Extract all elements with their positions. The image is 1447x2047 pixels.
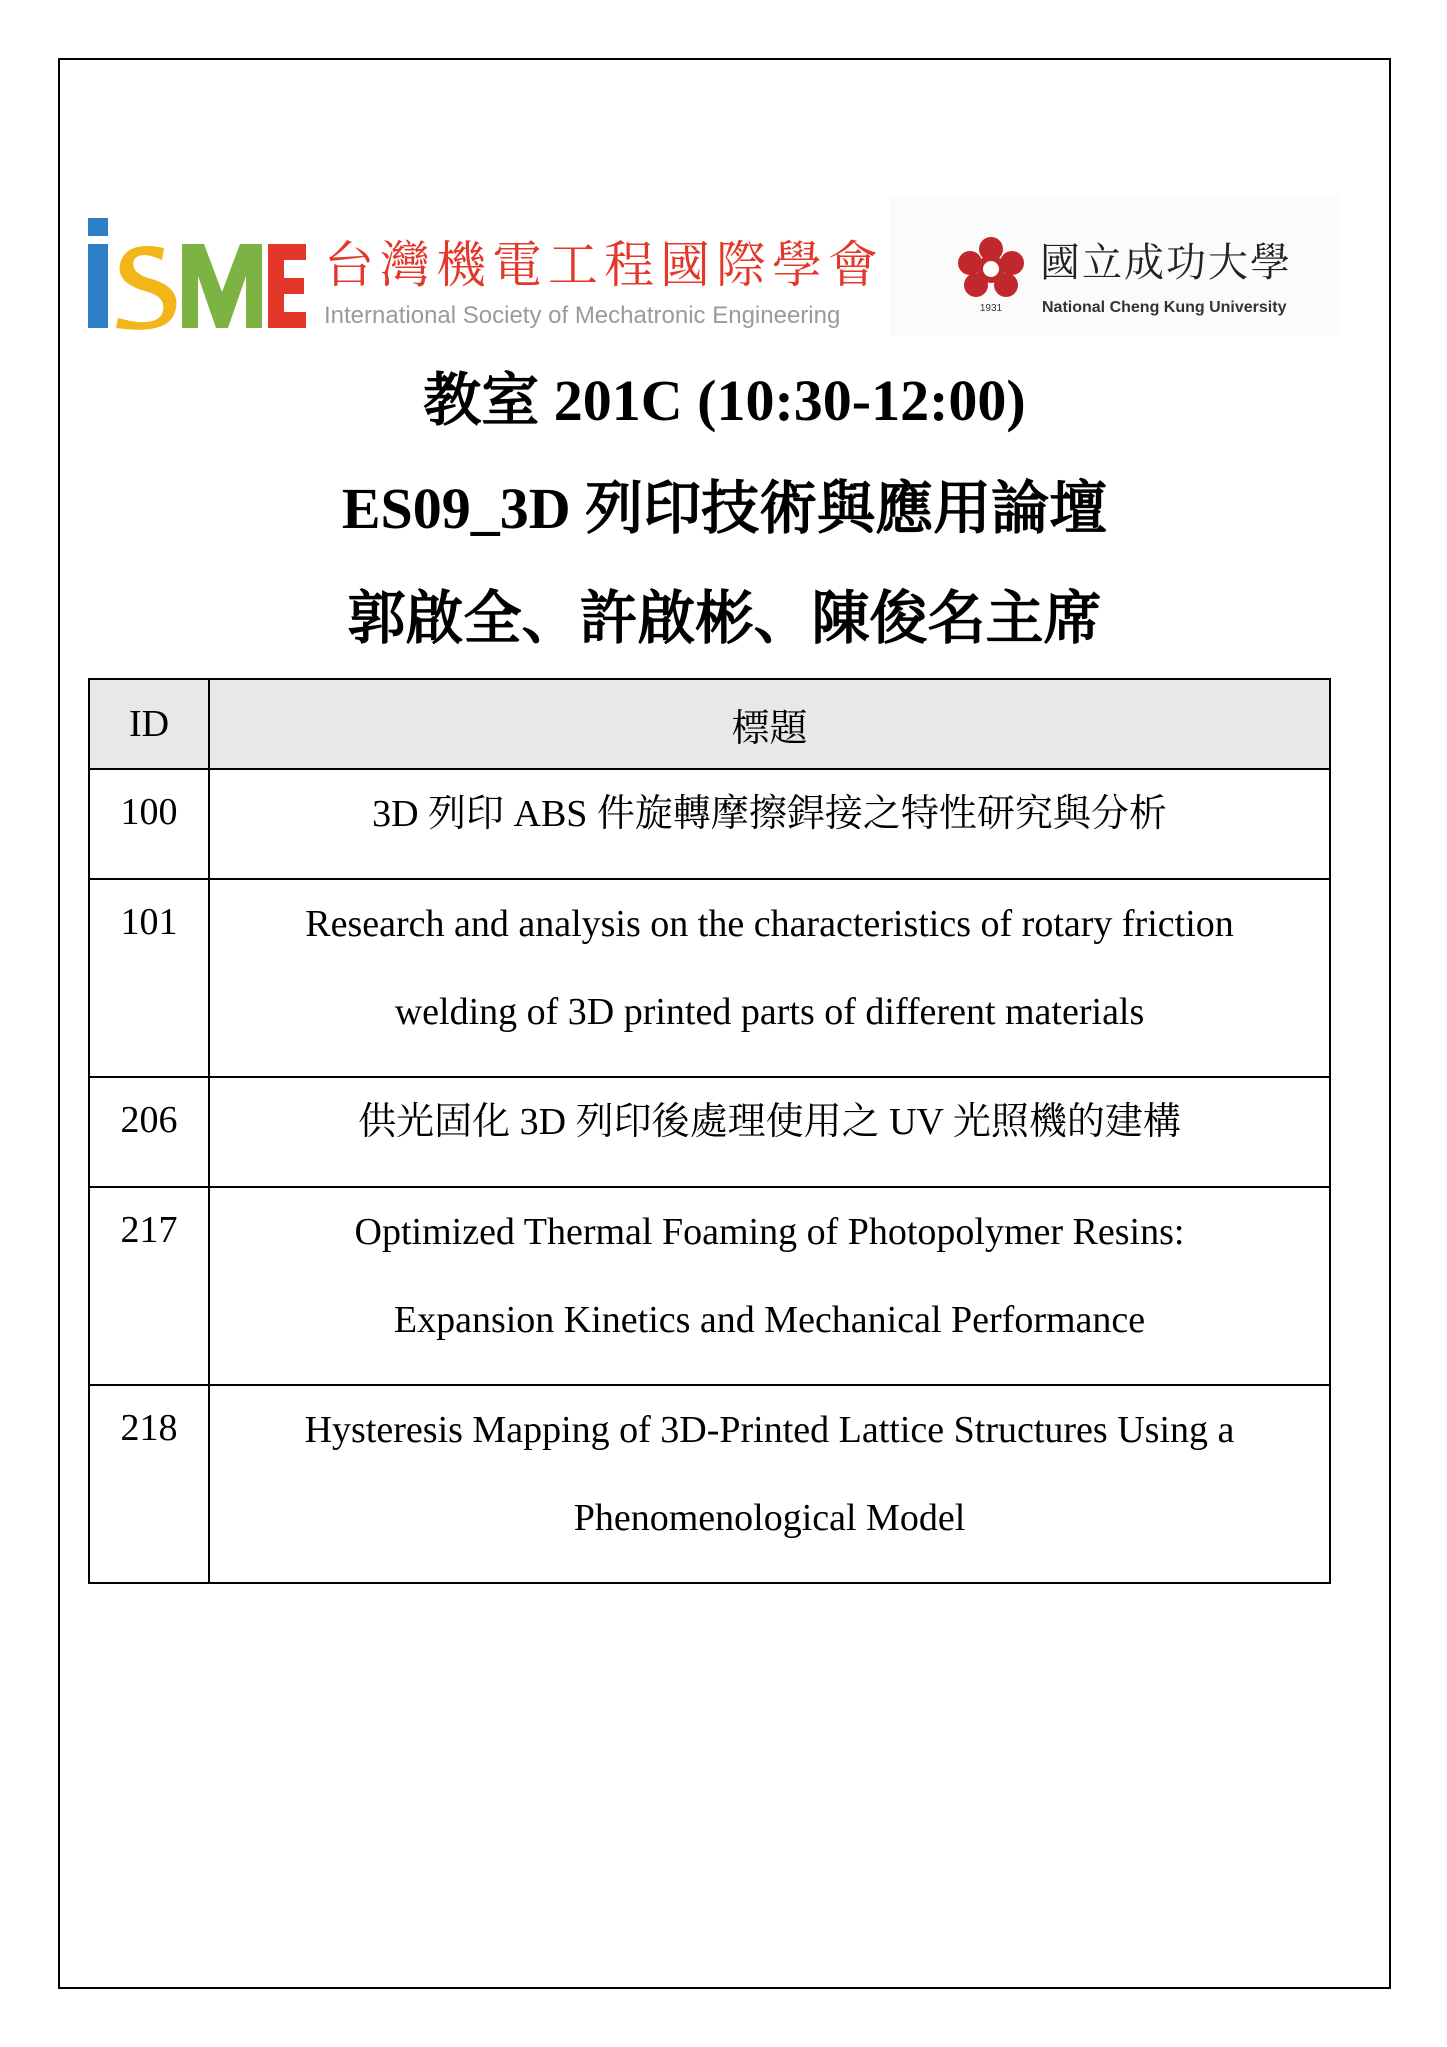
isme-mark-graphic	[86, 218, 306, 330]
paper-title	[209, 769, 1330, 879]
column-header-title: 標題	[209, 679, 1330, 769]
isme-name-en: International Society of Mechatronic Engineering	[324, 302, 841, 329]
ncku-year: 1931	[979, 303, 1003, 313]
table-row	[89, 769, 1330, 879]
table-row	[89, 1187, 1330, 1385]
paper-title-line: 供光固化 3D 列印後處理使用之 UV 光照機的建構	[358, 1101, 1181, 1143]
paper-id: 100	[89, 769, 209, 879]
paper-id: 217	[89, 1187, 209, 1385]
table-row	[89, 1077, 1330, 1187]
room-heading: 教室 201C (10:30-12:00)	[423, 368, 1026, 433]
ncku-name-zh: 國立成功大學	[1040, 240, 1292, 286]
column-header-id: ID	[89, 679, 209, 769]
paper-title-line: Research and analysis on the characteristics of rotary friction	[305, 903, 1234, 945]
paper-title-line: Phenomenological Model	[573, 1497, 966, 1539]
paper-id: 101	[89, 879, 209, 1077]
isme-logo	[86, 218, 886, 330]
table-header-row	[89, 679, 1330, 769]
isme-name-zh: 台灣機電工程國際學會	[324, 236, 884, 294]
paper-title-line: welding of 3D printed parts of different materials	[394, 991, 1145, 1033]
paper-title-line: Optimized Thermal Foaming of Photopolymer Resins:	[354, 1211, 1185, 1253]
session-heading: ES09_3D 列印技術與應用論壇	[341, 476, 1108, 541]
paper-title-line: Expansion Kinetics and Mechanical Performance	[393, 1299, 1146, 1341]
paper-id: 206	[89, 1077, 209, 1187]
paper-title-line: Hysteresis Mapping of 3D-Printed Lattice Structures Using a	[304, 1409, 1235, 1451]
paper-title	[209, 1385, 1330, 1583]
paper-title	[209, 879, 1330, 1077]
paper-table	[88, 678, 1331, 1584]
chairs-heading: 郭啟全、許啟彬、陳俊名主席	[347, 586, 1102, 651]
table-row	[89, 879, 1330, 1077]
ncku-emblem-icon	[956, 235, 1026, 313]
ncku-logo	[890, 195, 1340, 335]
paper-title-line: 3D 列印 ABS 件旋轉摩擦銲接之特性研究與分析	[372, 793, 1167, 835]
table-row	[89, 1385, 1330, 1583]
paper-title	[209, 1077, 1330, 1187]
ncku-name-en: National Cheng Kung University	[1042, 299, 1287, 316]
paper-title	[209, 1187, 1330, 1385]
paper-id: 218	[89, 1385, 209, 1583]
